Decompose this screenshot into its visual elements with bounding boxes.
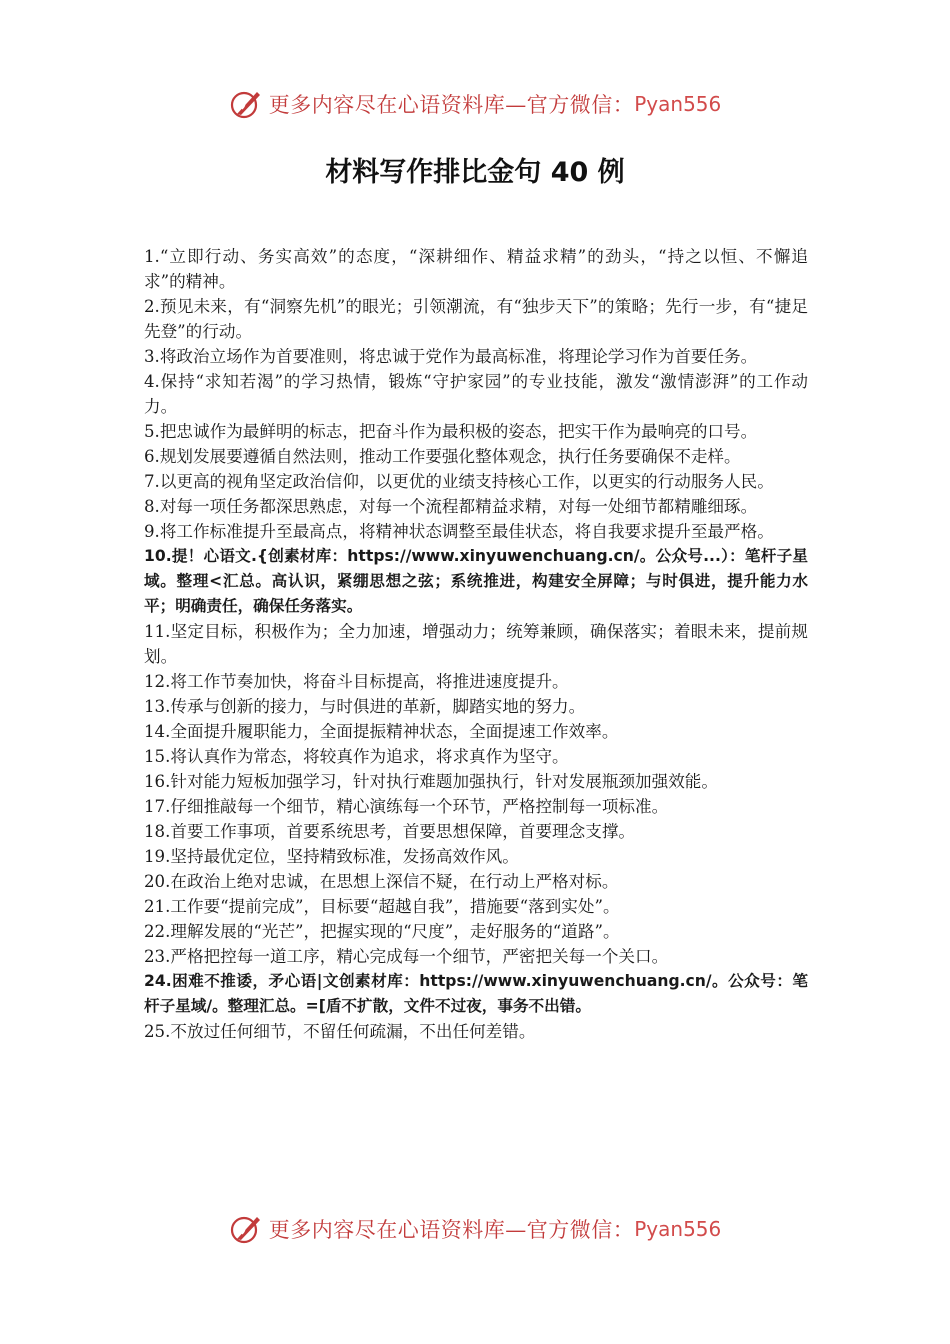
list-item: 12.将工作节奏加快，将奋斗目标提高，将推进速度提升。	[144, 672, 569, 691]
document-body	[144, 244, 808, 1044]
list-item: 23.严格把控每一道工序，精心完成每一个细节，严密把关每一个关口。	[144, 947, 669, 966]
list-item: 14.全面提升履职能力，全面提振精神状态，全面提速工作效率。	[144, 722, 619, 741]
banner-wechat-id: Pyan556	[634, 92, 722, 116]
list-item: 24.困难不推诿，矛心语|文创素材库：https://www.xinyuwenchuang.cn/。公众号：笔杆子星域/。整理汇总。=[盾不扩散，文件不过夜，事务不出错。	[144, 972, 808, 1015]
list-item: 18.首要工作事项，首要系统思考，首要思想保障，首要理念支撑。	[144, 822, 636, 841]
list-item: 9.将工作标准提升至最高点，将精神状态调整至最佳状态，将自我要求提升至最严格。	[144, 522, 774, 541]
document-title: 材料写作排比金句 40 例	[325, 157, 625, 188]
list-item: 17.仔细推敲每一个细节，精心演练每一个环节，严格控制每一项标准。	[144, 797, 669, 816]
banner-text: 更多内容尽在心语资料库—官方微信：	[268, 1218, 635, 1242]
list-item: 11.坚定目标，积极作为；全力加速，增强动力；统筹兼顾，确保落实；着眼未来，提前规划。	[144, 622, 808, 666]
list-item: 16.针对能力短板加强学习，针对执行难题加强执行，针对发展瓶颈加强效能。	[144, 772, 718, 791]
list-item: 19.坚持最优定位，坚持精致标准，发扬高效作风。	[144, 847, 519, 866]
header-banner	[0, 84, 950, 124]
footer-banner	[0, 1209, 950, 1249]
list-item: 22.理解发展的“光芒”，把握实现的“尺度”，走好服务的“道路”。	[144, 922, 620, 941]
list-item: 15.将认真作为常态，将较真作为追求，将求真作为坚守。	[144, 747, 569, 766]
list-item: 13.传承与创新的接力，与时俱进的革新，脚踏实地的努力。	[144, 697, 586, 716]
list-item: 5.把忠诚作为最鲜明的标志，把奋斗作为最积极的姿态，把实干作为最响亮的口号。	[144, 422, 758, 441]
list-item: 20.在政治上绝对忠诚，在思想上深信不疑，在行动上严格对标。	[144, 872, 619, 891]
list-item: 25.不放过任何细节，不留任何疏漏，不出任何差错。	[144, 1022, 536, 1041]
list-item: 21.工作要“提前完成”，目标要“超越自我”，措施要“落到实处”。	[144, 897, 620, 916]
list-item: 4.保持“求知若渴”的学习热情，锻炼“守护家园”的专业技能，激发“激情澎湃”的工作动力。	[144, 372, 808, 416]
list-item: 8.对每一项任务都深思熟虑，对每一个流程都精益求精，对每一处细节都精雕细琢。	[144, 497, 758, 516]
list-item: 1.“立即行动、务实高效”的态度，“深耕细作、精益求精”的劲头，“持之以恒、不懈追求”的精神。	[144, 247, 808, 291]
list-item: 7.以更高的视角坚定政治信仰，以更优的业绩支持核心工作，以更实的行动服务人民。	[144, 472, 774, 491]
list-item: 10.提！心语文.{创素材库：https://www.xinyuwenchuang.cn/。公众号...）：笔杆子星域。整理<汇总。高认识，紧绷思想之弦；系统推进，构建安全屏障；与时俱进，提升能力水平；明确责任，确保任务落实。	[144, 547, 808, 615]
banner-wechat-id: Pyan556	[634, 1217, 722, 1241]
list-item: 3.将政治立场作为首要准则，将忠诚于党作为最高标准，将理论学习作为首要任务。	[144, 347, 758, 366]
list-item: 2.预见未来，有“洞察先机”的眼光；引领潮流，有“独步天下”的策略；先行一步，有“捷足先登”的行动。	[144, 297, 808, 341]
banner-text: 更多内容尽在心语资料库—官方微信：	[268, 93, 635, 117]
quill-logo-icon	[229, 87, 263, 121]
list-item: 6.规划发展要遵循自然法则，推动工作要强化整体观念，执行任务要确保不走样。	[144, 447, 741, 466]
quill-logo-icon	[229, 1212, 263, 1246]
